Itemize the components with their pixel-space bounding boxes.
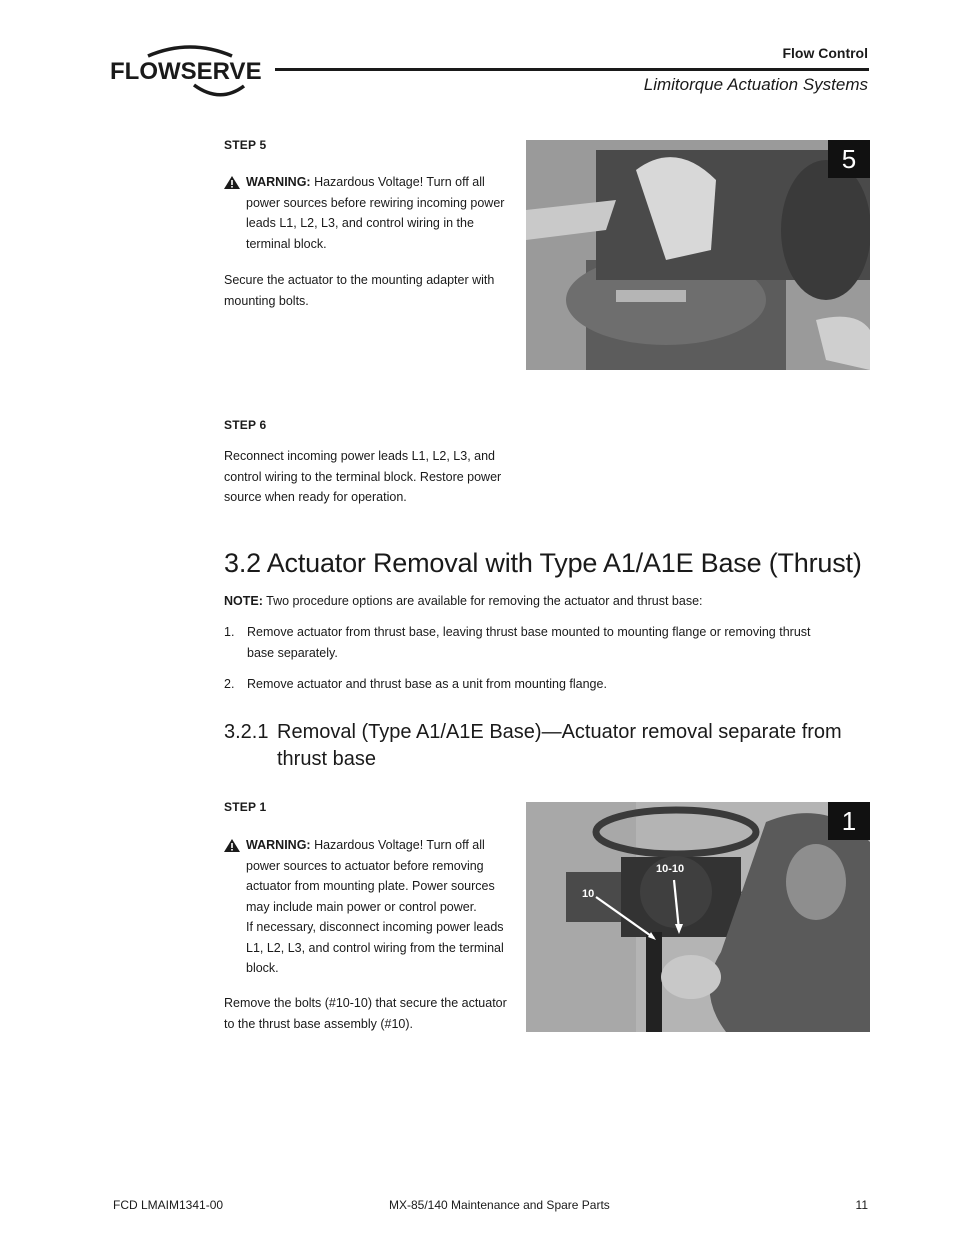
header-section: Flow Control: [782, 45, 868, 61]
step1-warning-label: WARNING:: [246, 838, 311, 852]
callout-10: 10: [582, 888, 595, 900]
step5-warning: [224, 172, 506, 254]
list-item: [224, 622, 814, 663]
footer-doc-id: FCD LMAIM1341-00: [113, 1198, 224, 1212]
step1-warning: [224, 835, 506, 979]
step6-body: Reconnect incoming power leads L1, L2, L3, and control wiring to the terminal block. Restore power source when ready for operation.: [224, 449, 502, 504]
warning-icon: [224, 176, 240, 189]
section-3-2-title: 3.2 Actuator Removal with Type A1/A1E Base (Thrust): [224, 548, 862, 578]
footer-title: MX-85/140 Maintenance and Spare Parts: [389, 1198, 610, 1212]
section-3-2-note: [224, 591, 864, 612]
section-3-2-1-title: Removal (Type A1/A1E Base)—Actuator removal separate from thrust base: [277, 721, 842, 770]
header-subtitle: Limitorque Actuation Systems: [643, 75, 868, 94]
section-3-2-1-heading: [224, 719, 844, 773]
step1-photo: [526, 802, 870, 1032]
step5-body: Secure the actuator to the mounting adapter with mounting bolts.: [224, 273, 495, 308]
list-item-number: 2.: [224, 677, 235, 691]
footer-page-number: 11: [855, 1198, 868, 1212]
step5-heading: STEP 5: [224, 138, 267, 152]
list-item-text: Remove actuator from thrust base, leaving thrust base mounted to mounting flange or removing thrust base separately.: [247, 625, 811, 660]
logo-wordmark: FLOWSERVE: [110, 58, 262, 85]
step1-warning-text2: If necessary, disconnect incoming power leads L1, L2, L3, and control wiring from the terminal block.: [246, 920, 504, 975]
header-rule: [275, 68, 869, 71]
step5-photo: [526, 140, 870, 370]
step1-body: Remove the bolts (#10-10) that secure the actuator to the thrust base assembly (#10).: [224, 996, 507, 1031]
step1-photo-number: 1: [828, 802, 870, 840]
note-label: NOTE:: [224, 594, 263, 608]
list-item-number: 1.: [224, 625, 235, 639]
warning-icon: [224, 839, 240, 852]
list-item: [224, 674, 814, 695]
flowserve-logo: [110, 42, 270, 102]
step5-warning-label: WARNING:: [246, 175, 311, 189]
step1-heading: STEP 1: [224, 800, 267, 814]
step6-heading: STEP 6: [224, 418, 267, 432]
callout-10-10: 10-10: [656, 863, 685, 875]
note-text: Two procedure options are available for removing the actuator and thrust base:: [266, 594, 703, 608]
section-3-2-1-number: 3.2.1: [224, 721, 269, 743]
step5-warning-text: Hazardous Voltage! Turn off all power sources before rewiring incoming power leads L1, L2, L3, and control wiring in the terminal block.: [246, 175, 505, 251]
list-item-text: Remove actuator and thrust base as a unit from mounting flange.: [247, 677, 607, 691]
step5-photo-number: 5: [828, 140, 870, 178]
step1-warning-text: Hazardous Voltage! Turn off all power sources to actuator before removing actuator from mounting plate. Power sources may include main power or control power.: [246, 838, 495, 914]
